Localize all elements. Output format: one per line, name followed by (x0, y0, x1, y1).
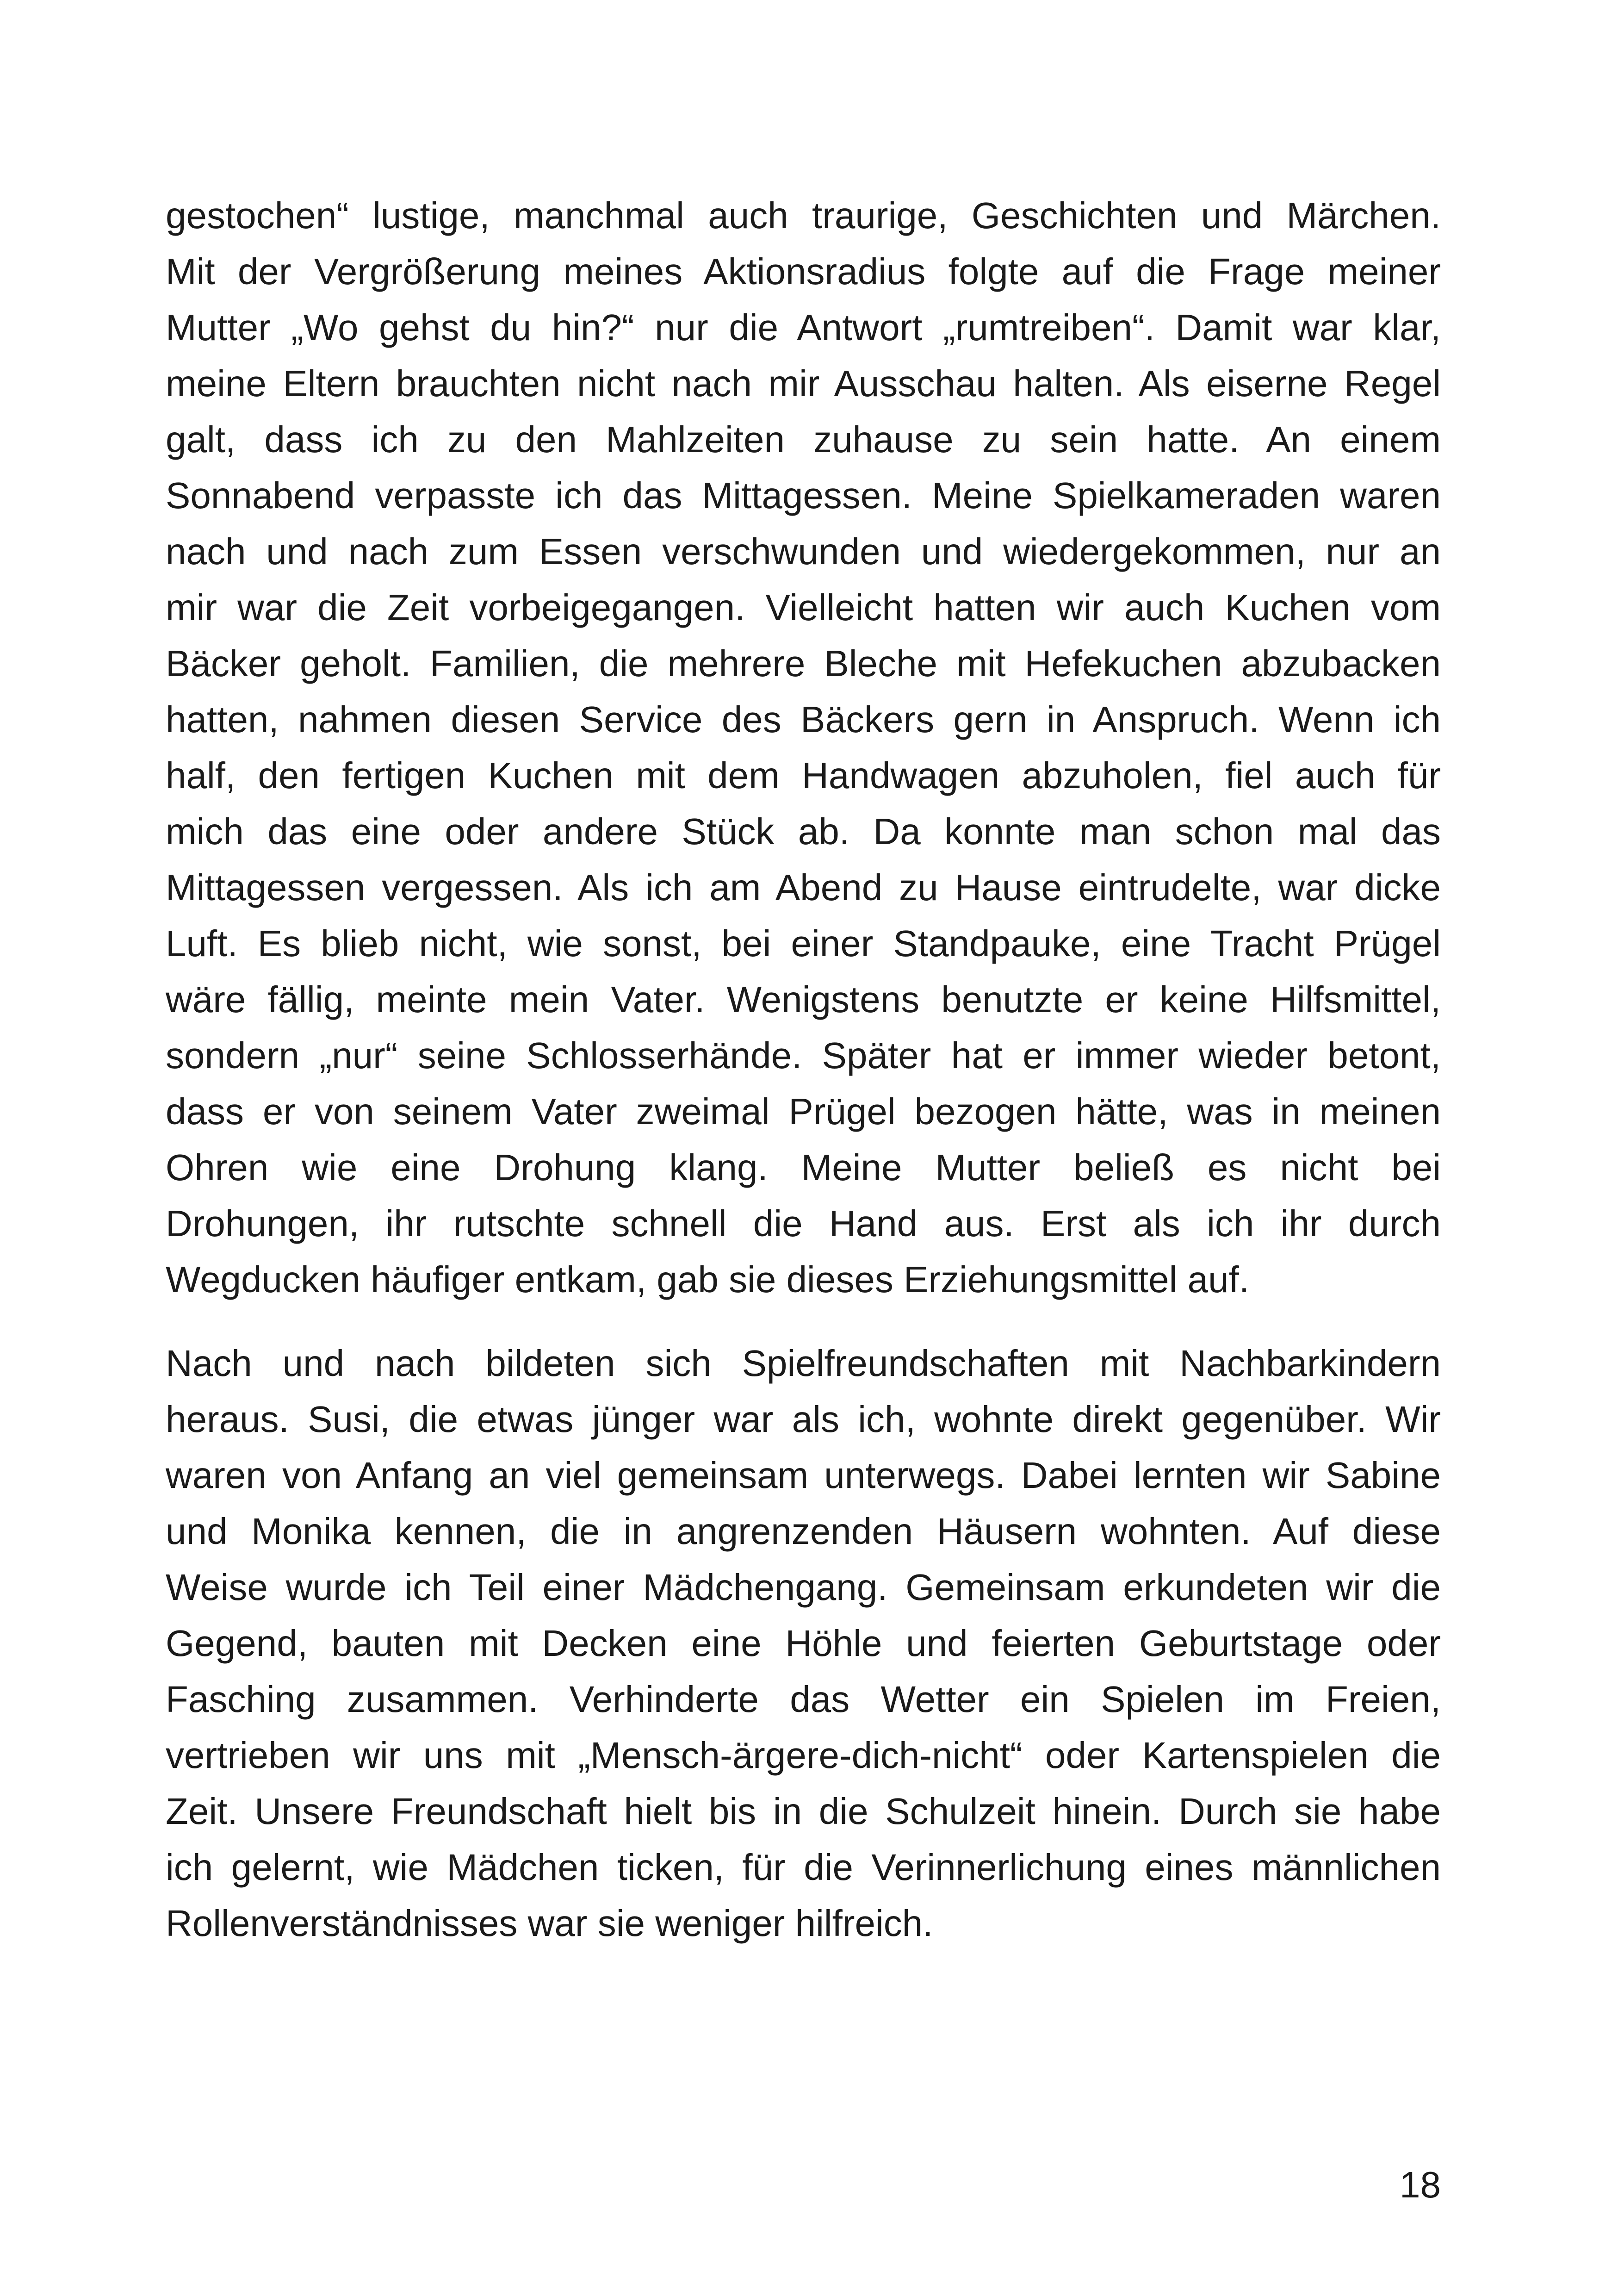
paragraph-line: ich gelernt, wie Mädchen ticken, für die Verinnerlichung eines männlichen (166, 1847, 1441, 1888)
paragraph-line: Weise wurde ich Teil einer Mädchengang. Gemeinsam erkundeten wir die (166, 1567, 1441, 1608)
paragraph-line: vertrieben wir uns mit „Mensch-ärgere-dich-nicht“ oder Kartenspielen die (166, 1735, 1441, 1776)
paragraph-line: Sonnabend verpasste ich das Mittagessen. Meine Spielkameraden waren (166, 475, 1441, 516)
paragraph-line: Nach und nach bildeten sich Spielfreundschaften mit Nachbarkindern (166, 1343, 1441, 1384)
paragraph-line: Zeit. Unsere Freundschaft hielt bis in die Schulzeit hinein. Durch sie habe (166, 1791, 1441, 1832)
paragraph-line: Mit der Vergrößerung meines Aktionsradius folgte auf die Frage meiner (166, 251, 1441, 292)
paragraph-line: Wegducken häufiger entkam, gab sie dieses Erziehungsmittel auf. (166, 1259, 1250, 1300)
paragraph-line: heraus. Susi, die etwas jünger war als ich, wohnte direkt gegenüber. Wir (166, 1399, 1441, 1440)
paragraph-line: mir war die Zeit vorbeigegangen. Vielleicht hatten wir auch Kuchen vom (166, 587, 1441, 628)
paragraph-line: gestochen“ lustige, manchmal auch traurige, Geschichten und Märchen. (166, 195, 1441, 236)
paragraph-line: half, den fertigen Kuchen mit dem Handwagen abzuholen, fiel auch für (166, 755, 1441, 796)
paragraph-line: Drohungen, ihr rutschte schnell die Hand aus. Erst als ich ihr durch (166, 1203, 1441, 1244)
paragraph-line: wäre fällig, meinte mein Vater. Wenigstens benutzte er keine Hilfsmittel, (166, 979, 1441, 1020)
paragraph-line: waren von Anfang an viel gemeinsam unterwegs. Dabei lernten wir Sabine (166, 1455, 1441, 1496)
paragraph-line: mich das eine oder andere Stück ab. Da konnte man schon mal das (166, 811, 1441, 852)
paragraph-line: und Monika kennen, die in angrenzenden Häusern wohnten. Auf diese (166, 1511, 1441, 1552)
paragraph-line: Ohren wie eine Drohung klang. Meine Mutter beließ es nicht bei (166, 1147, 1441, 1188)
paragraph-line: Mutter „Wo gehst du hin?“ nur die Antwort „rumtreiben“. Damit war klar, (166, 307, 1441, 348)
paragraph-line: Mittagessen vergessen. Als ich am Abend zu Hause eintrudelte, war dicke (166, 867, 1441, 908)
paragraph-line: nach und nach zum Essen verschwunden und wiedergekommen, nur an (166, 531, 1441, 572)
paragraph-line: Rollenverständnisses war sie weniger hilfreich. (166, 1903, 933, 1944)
paragraph-1 (166, 187, 1441, 1307)
paragraph-2 (166, 1335, 1441, 1951)
paragraph-line: dass er von seinem Vater zweimal Prügel bezogen hätte, was in meinen (166, 1091, 1441, 1132)
paragraph-line: Fasching zusammen. Verhinderte das Wetter ein Spielen im Freien, (166, 1679, 1441, 1720)
paragraph-line: Luft. Es blieb nicht, wie sonst, bei einer Standpauke, eine Tracht Prügel (166, 923, 1441, 964)
paragraph-line: meine Eltern brauchten nicht nach mir Ausschau halten. Als eiserne Regel (166, 363, 1441, 404)
paragraph-line: hatten, nahmen diesen Service des Bäckers gern in Anspruch. Wenn ich (166, 699, 1441, 740)
page-number: 18 (1400, 2164, 1441, 2205)
paragraph-line: Gegend, bauten mit Decken eine Höhle und feierten Geburtstage oder (166, 1623, 1441, 1664)
paragraph-line: Bäcker geholt. Familien, die mehrere Bleche mit Hefekuchen abzubacken (166, 643, 1441, 684)
paragraph-line: galt, dass ich zu den Mahlzeiten zuhause zu sein hatte. An einem (166, 419, 1441, 460)
paragraph-line: sondern „nur“ seine Schlosserhände. Später hat er immer wieder betont, (166, 1035, 1441, 1076)
